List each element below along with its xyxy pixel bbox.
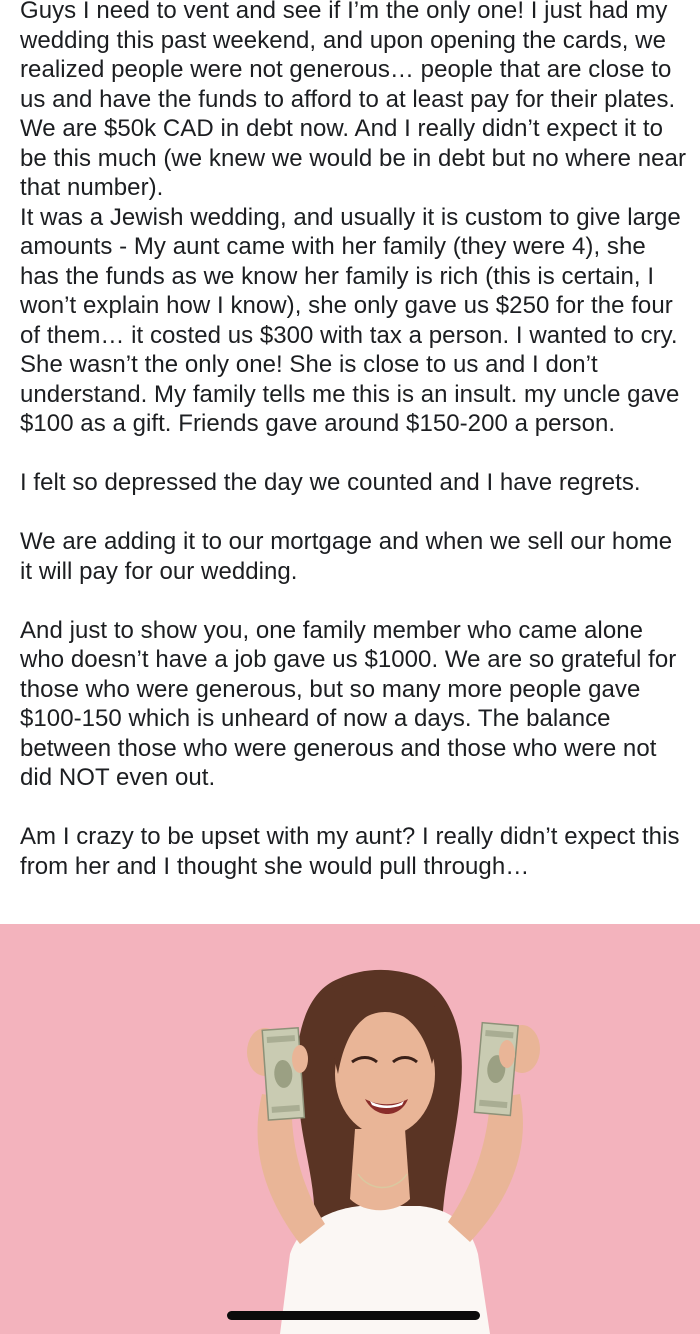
crying-woman-illustration bbox=[0, 924, 700, 1334]
home-indicator[interactable] bbox=[227, 1311, 480, 1320]
post-paragraph: It was a Jewish wedding, and usually it is custom to give large amounts - My aunt came with her family (they were 4), she has the funds as we know her family is rich (this is certain, I won’t explain how I know), she only gave us $250 for the four of them… it costed us $300 with tax a person. I wanted to cry. She wasn’t the only one! She is close to us and I don’t understand. My family tells me this is an insult. my uncle gave $100 as a gift. Friends gave around $150-200 a person. bbox=[20, 203, 681, 437]
post-photo[interactable] bbox=[0, 924, 700, 1334]
post-paragraph: Am I crazy to be upset with my aunt? I really didn’t expect this from her and I thought she would pull through… bbox=[20, 823, 680, 880]
post-paragraph: And just to show you, one family member who came alone who doesn’t have a job gave us $1000. We are so grateful for those who were generous, but so many more people gave $100-150 which is unheard of now a days. The balance between those who were generous and those who were not did NOT even out. bbox=[20, 616, 677, 791]
post-body bbox=[20, 0, 688, 881]
post-paragraph: Guys I need to vent and see if I’m the only one! I just had my wedding this past weekend, and upon opening the cards, we realized people were not generous… people that are close to us and have the funds to afford to at least pay for their plates. We are $50k CAD in debt now. And I really didn’t expect it to be this much (we knew we would be in debt but no where near that number). bbox=[20, 0, 686, 201]
post-paragraph: We are adding it to our mortgage and when we sell our home it will pay for our wedding. bbox=[20, 528, 673, 585]
post-paragraph: I felt so depressed the day we counted and I have regrets. bbox=[20, 469, 641, 496]
